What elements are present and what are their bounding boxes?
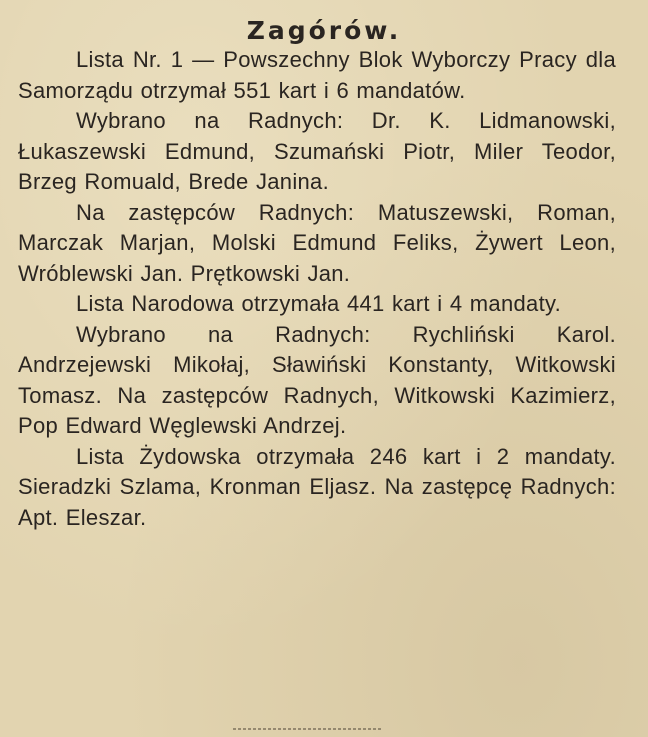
paragraph-national-list-elected: Wybrano na Radnych: Rychliński Karol. Andrzejewski Mikołaj, Sławiński Konstanty, Witkowski Tomasz. Na zastępców Radnych, Witkowski Kazimierz, Pop Edward Węglewski Andrzej. [18,321,616,438]
paragraph-list-1-deputies: Na zastępców Radnych: Matuszewski, Roman, Marczak Marjan, Molski Edmund Feliks, Żywert Leon, Wróblewski Jan. Prętkowski Jan. [18,199,616,286]
paragraph-national-list-result: Lista Narodowa otrzymała 441 kart i 4 mandaty. [76,291,562,316]
paragraph-jewish-list-result: Lista Żydowska otrzymała 246 kart i 2 mandaty. Sieradzki Szlama, Kronman Eljasz. Na zastępcę Radnych: Apt. Eleszar. [18,443,616,530]
section-divider [233,728,383,730]
paragraph-list-1-elected: Wybrano na Radnych: Dr. K. Lidmanowski, Łukaszewski Edmund, Szumański Piotr, Miler Teodor, Brzeg Romuald, Brede Janina. [18,108,616,194]
article-body [18,45,616,533]
article-title: Zagórów. [246,16,402,45]
paragraph-list-1-result: Lista Nr. 1 — Powszechny Blok Wyborczy Pracy dla Samorządu otrzymał 551 kart i 6 mandatów. [18,47,616,103]
